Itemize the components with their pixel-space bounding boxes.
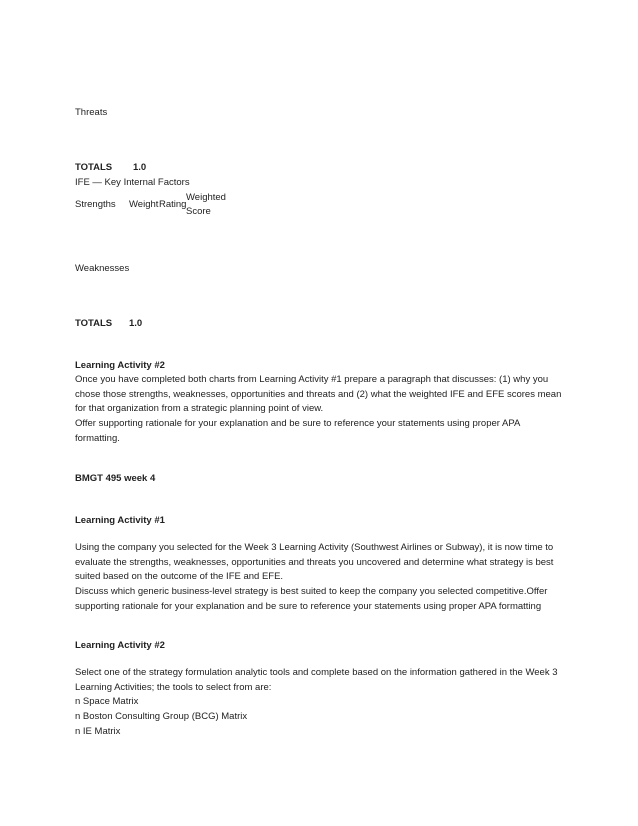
weaknesses-label: Weaknesses	[75, 263, 130, 274]
col-weighted-line-2: Score	[186, 206, 211, 217]
learning-activity-2-heading: Learning Activity #2	[75, 360, 165, 371]
totals-label: TOTALS	[75, 162, 113, 173]
totals-value: 1.0	[129, 318, 143, 329]
list-item: n Boston Consulting Group (BCG) Matrix	[75, 711, 248, 723]
paragraph-line: Once you have completed both charts from Learning Activity #1 prepare a paragraph that discusses: (1) why you	[75, 374, 549, 385]
paragraph-line: Using the company you selected for the Week 3 Learning Activity (Southwest Airlines or Subway), it is now time to	[75, 542, 554, 553]
col-weight: Weight	[129, 199, 159, 210]
learning-activity-2-body	[75, 373, 575, 447]
list-item: n Space Matrix	[75, 696, 139, 708]
paragraph-line: chose those strengths, weaknesses, opportunities and threats and (2) what the weighted IFE and EFE scores mean	[75, 388, 562, 400]
col-rating: Rating	[159, 199, 187, 210]
col-strengths: Strengths	[75, 199, 116, 210]
threats-label: Threats	[75, 107, 108, 118]
paragraph-line: Offer supporting rationale for your explanation and be sure to reference your statements using proper APA	[75, 418, 521, 430]
paragraph-line: Discuss which generic business-level strategy is best suited to keep the company you selected competitive.Offer	[75, 586, 548, 598]
paragraph-line: Learning Activities; the tools to select from are:	[75, 681, 272, 693]
paragraph-line: supporting rationale for your explanation and be sure to reference your statements using proper APA formatting	[75, 600, 542, 612]
totals-value: 1.0	[133, 162, 147, 173]
totals-label: TOTALS	[75, 318, 113, 329]
learning-activity-1-heading: Learning Activity #1	[75, 515, 165, 526]
paragraph-line: formatting.	[75, 432, 120, 444]
paragraph-line: evaluate the strengths, weaknesses, opportunities and threats you uncovered and determine what strategy is best	[75, 556, 554, 568]
week-4-heading: BMGT 495 week 4	[75, 473, 156, 484]
list-item: n IE Matrix	[75, 725, 121, 737]
learning-activity-2-week4-body	[75, 666, 575, 740]
paragraph-line: for that organization from a strategic planning point of view.	[75, 403, 324, 415]
paragraph-line: Select one of the strategy formulation analytic tools and complete based on the information gathered in the Week 3	[75, 667, 558, 678]
learning-activity-2-week4-heading: Learning Activity #2	[75, 640, 165, 651]
ife-heading: IFE — Key Internal Factors	[75, 177, 190, 188]
col-weighted-line-1: Weighted	[186, 192, 226, 203]
learning-activity-1-body	[75, 541, 575, 615]
paragraph-line: suited based on the outcome of the IFE and EFE.	[75, 571, 284, 583]
